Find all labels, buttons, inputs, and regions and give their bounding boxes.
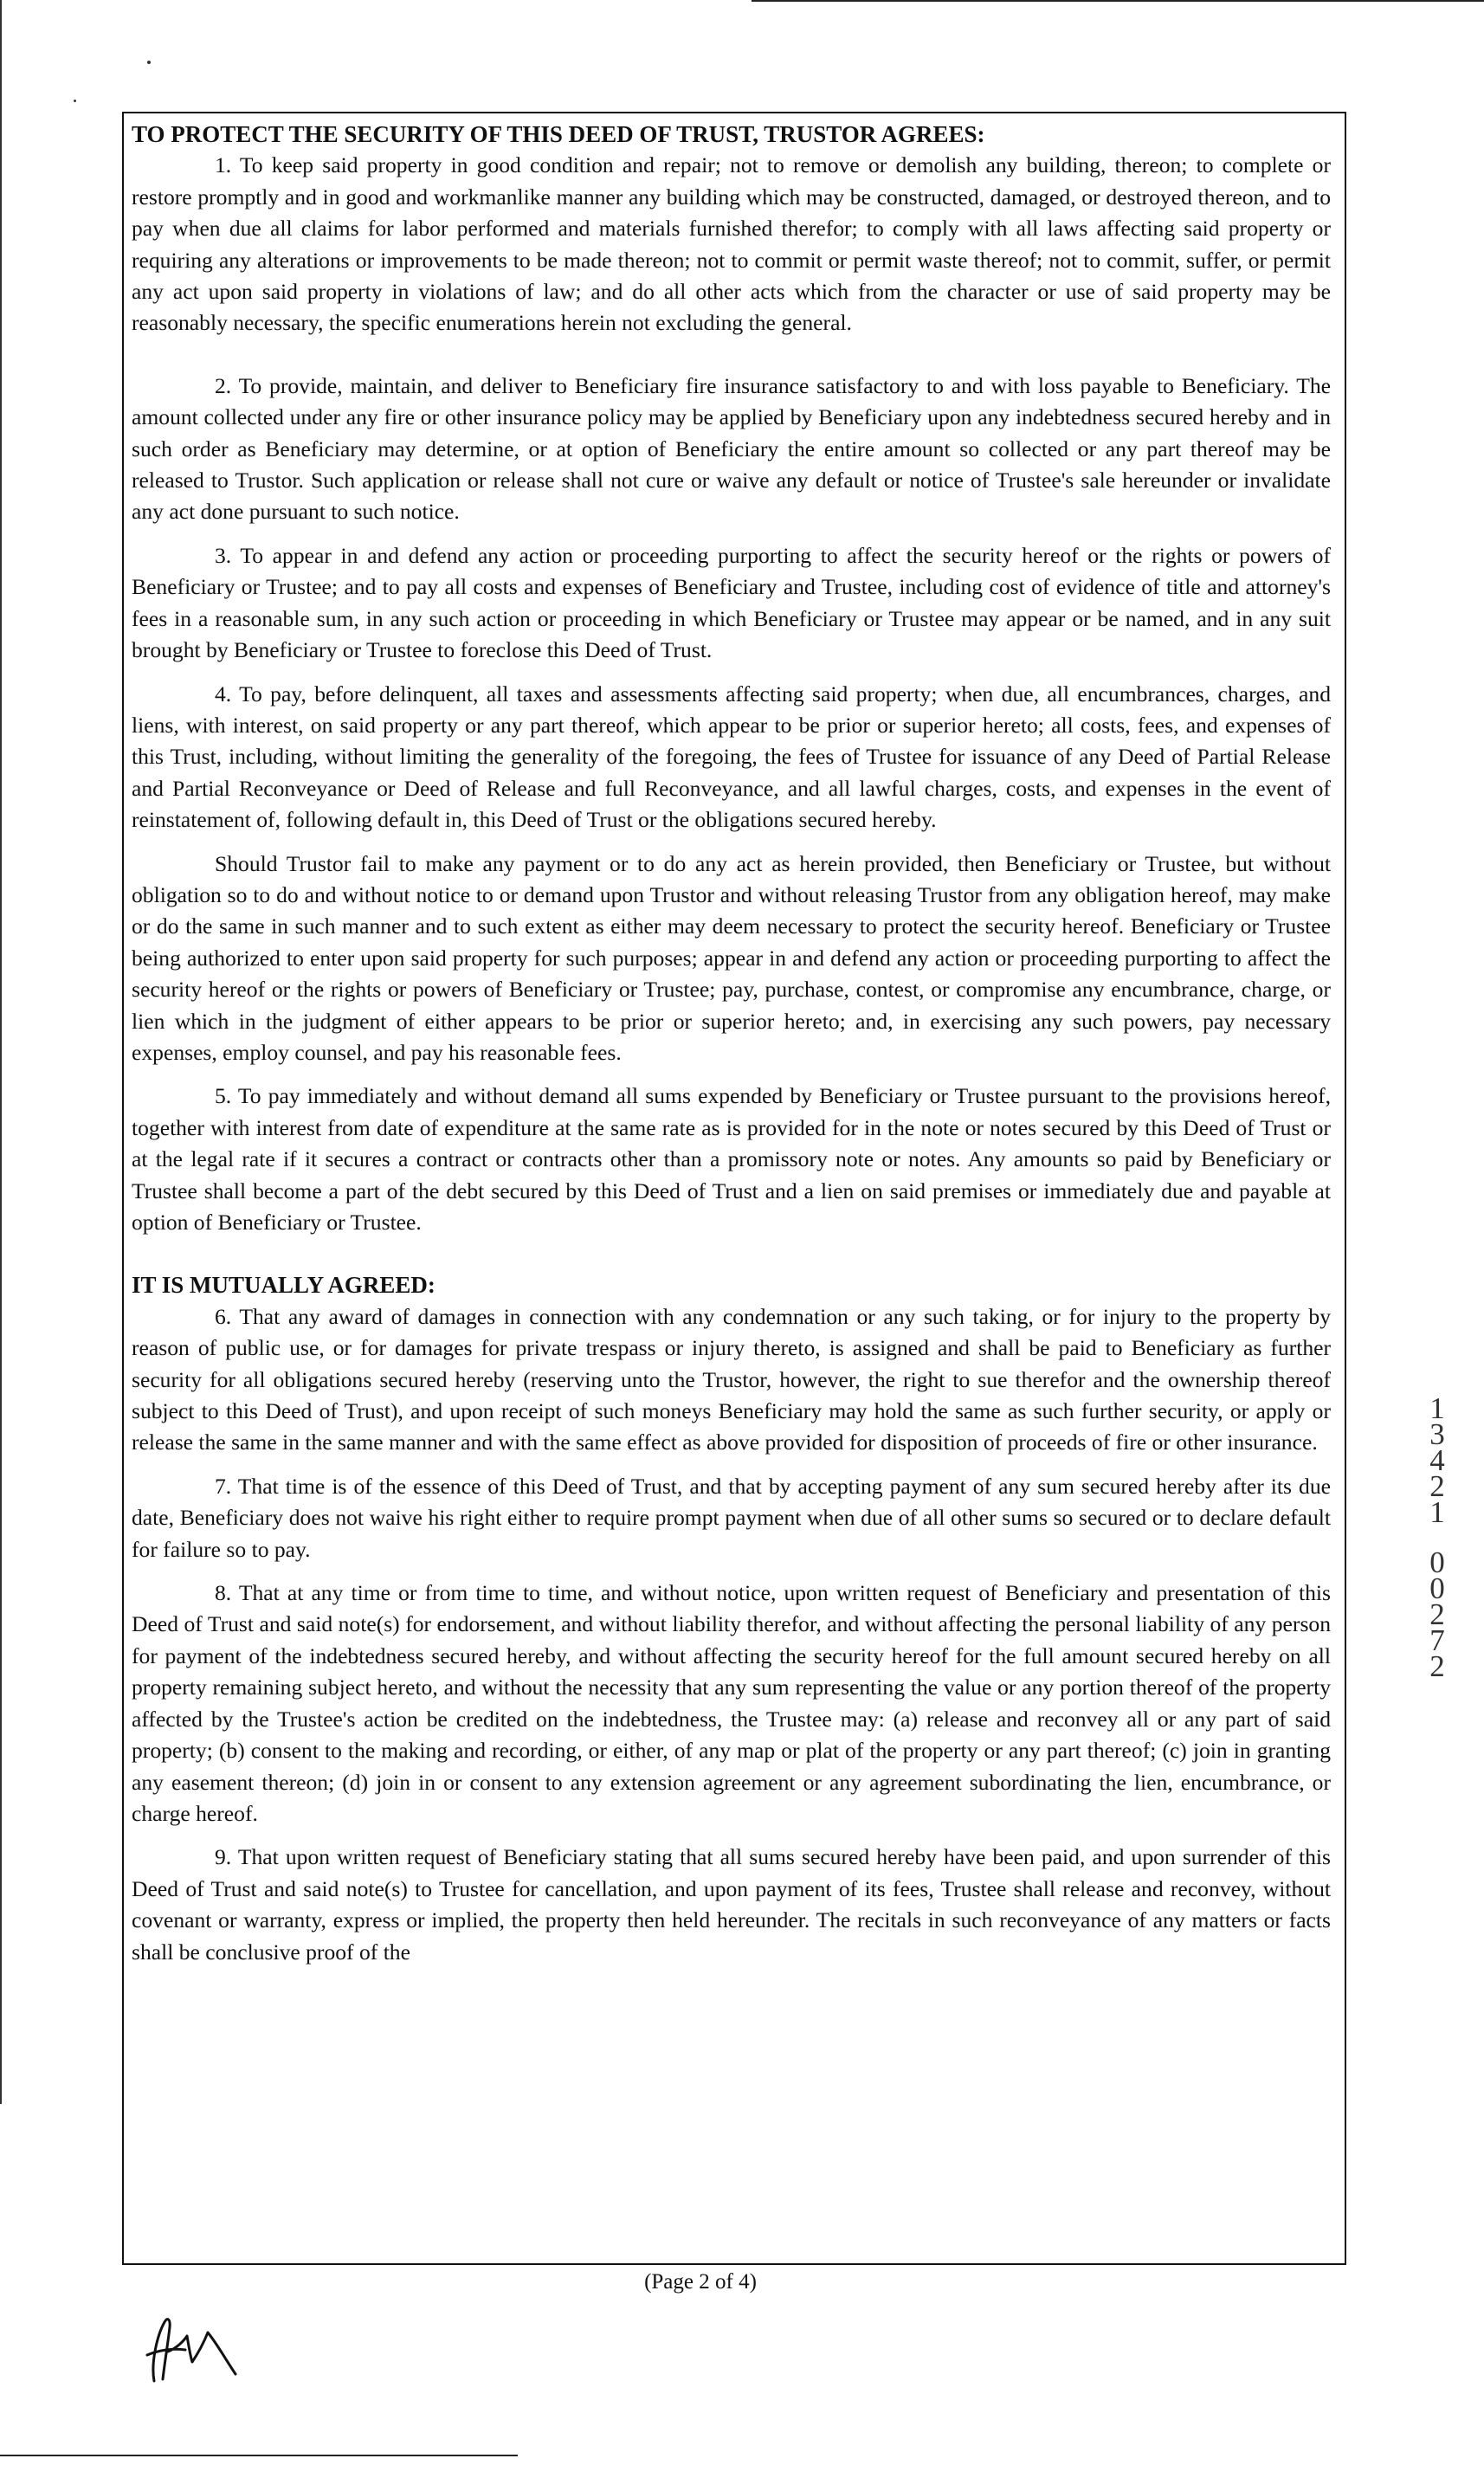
recording-digit: 0	[1429, 1545, 1445, 1579]
paragraph-8: 8. That at any time or from time to time, and without notice, upon written request of Beneficiary and presentation of this Deed of Trust and said note(s) for endorsement, and without liability therefor, and without affecting the personal liability of any person for payment of the indebtedness secured hereby, and without affecting the security hereof for the full amount secured hereby on all property remaining subject hereto, and without the necessity that any sum representing the value or any portion thereof of the property affected by the Trustee's action be credited on the indebtedness, the Trustee may: (a) release and reconvey all or any part of said property; (b) consent to the making and recording, or either, of any map or plat of the property or any part thereof; (c) join in granting any easement thereon; (d) join in or consent to any extension agreement or any agreement subordinating the lien, encumbrance, or charge hereof.	[132, 1580, 1331, 1826]
page-number-label: (Page 2 of 4)	[644, 2270, 757, 2294]
document-frame	[122, 112, 1346, 2265]
recording-number	[1420, 1391, 1455, 1683]
recording-digit: 1	[1429, 1391, 1445, 1425]
paragraph-2: 2. To provide, maintain, and deliver to Beneficiary fire insurance satisfactory to and with loss payable to Beneficiary. The amount collected under any fire or other insurance policy may be applied by Beneficiary upon any indebtedness secured hereby and in such order as Beneficiary may determine, or at option of Beneficiary the entire amount so collected or any part thereof may be released to Trustor. Such application or release shall not cure or waive any default or notice of Trustee's sale hereunder or invalidate any act done pursuant to such notice.	[132, 372, 1331, 525]
paragraph-7: 7. That time is of the essence of this Deed of Trust, and that by accepting payment of any sum secured hereby after its due date, Beneficiary does not waive his right either to require prompt payment when due of all other sums so secured or to declare default for failure so to pay.	[132, 1473, 1331, 1562]
recording-digit: 1	[1429, 1495, 1445, 1529]
document-body	[132, 119, 1331, 1968]
section-heading-protect: TO PROTECT THE SECURITY OF THIS DEED OF TRUST, TRUSTOR AGREES:	[132, 121, 985, 147]
paragraph-5: 5. To pay immediately and without demand all sums expended by Beneficiary or Trustee pursuant to the provisions hereof, together with interest from date of expenditure at the same rate as is provided for in the note or notes secured by this Deed of Trust or at the legal rate if it secures a contract or contracts other than a promissory note or notes. Any amounts so paid by Beneficiary or Trustee shall become a part of the debt secured by this Deed of Trust and a lien on said premises or immediately due and payable at option of Beneficiary or Trustee.	[132, 1083, 1331, 1235]
section-heading-mutual: IT IS MUTUALLY AGREED:	[132, 1272, 436, 1299]
scan-edge-bottom	[0, 2455, 518, 2456]
recording-digit: 2	[1429, 1597, 1445, 1631]
recording-digit: 3	[1429, 1417, 1445, 1451]
paragraph-6: 6. That any award of damages in connection with any condemnation or any such taking, or for injury to the property by reason of public use, or for damages for private trespass or injury thereto, is assigned and shall be paid to Beneficiary as further security for all obligations secured hereby (reserving unto the Trustor, however, the right to sue therefor and the ownership thereof subject to this Deed of Trust), and upon receipt of such moneys Beneficiary may hold the same as such further security, or apply or release the same in the same manner and with the same effect as above provided for disposition of proceeds of fire or other insurance.	[132, 1303, 1331, 1455]
paragraph-3: 3. To appear in and defend any action or proceeding purporting to affect the security hereof or the rights or powers of Beneficiary or Trustee; and to pay all costs and expenses of Beneficiary and Trustee, including cost of evidence of title and attorney's fees in a reasonable sum, in any such action or proceeding in which Beneficiary or Trustee may appear or be named, and in any suit brought by Beneficiary or Trustee to foreclose this Deed of Trust.	[132, 542, 1331, 663]
scan-edge-top	[752, 0, 1484, 2]
paragraph-1: 1. To keep said property in good condition and repair; not to remove or demolish any building, thereon; to complete or restore promptly and in good and workmanlike manner any building which may be constructed, damaged, or destroyed thereon, and to pay when due all claims for labor performed and materials furnished therefor; to comply with all laws affecting said property or requiring any alterations or improvements to be made thereon; not to commit or permit waste thereof; not to commit, suffer, or permit any act upon said property in violations of law; and do all other acts which from the character or use of said property may be reasonably necessary, the specific enumerations herein not excluding the general.	[132, 152, 1331, 336]
recording-digit: 2	[1429, 1469, 1445, 1503]
scan-edge-left	[0, 0, 2, 2104]
paragraph-should-trustor-fail: Should Trustor fail to make any payment or to do any act as herein provided, then Beneficiary or Trustee, but without obligation so to do and without notice to or demand upon Trustor and without releasing Trustor from any obligation hereof, may make or do the same in such manner and to such extent as either may deem necessary to protect the security hereof. Beneficiary or Trustee being authorized to enter upon said property for such purposes; appear in and defend any action or proceeding purporting to affect the security hereof or the rights or powers of Beneficiary or Trustee; pay, purchase, contest, or compromise any encumbrance, charge, or lien which in the judgment of either appears to be prior or superior hereto; and, in exercising any such powers, pay necessary expenses, employ counsel, and pay his reasonable fees.	[132, 850, 1331, 1065]
recording-digit: 7	[1429, 1623, 1445, 1657]
scan-speck	[74, 100, 76, 102]
recording-digit: 2	[1429, 1649, 1445, 1683]
paragraph-9: 9. That upon written request of Beneficiary stating that all sums secured hereby have been paid, and upon surrender of this Deed of Trust and said note(s) to Trustee for cancellation, and upon payment of its fees, Trustee shall release and reconvey, without covenant or warranty, express or implied, the property then held hereunder. The recitals in such reconveyance of any matters or facts shall be conclusive proof of the	[132, 1844, 1331, 1965]
page-footer	[0, 2270, 1484, 2294]
recording-digit: 0	[1429, 1571, 1445, 1605]
recording-digit: 4	[1429, 1443, 1445, 1477]
paragraph-4: 4. To pay, before delinquent, all taxes and assessments affecting said property; when due, all encumbrances, charges, and liens, with interest, on said property or any part thereof, which appear to be prior or superior hereto; all costs, fees, and expenses of this Trust, including, without limiting the generality of the foregoing, the fees of Trustee for issuance of any Deed of Partial Release and Partial Reconveyance or Deed of Release and full Reconveyance, and all lawful charges, costs, and expenses in the event of reinstatement of, following default in, this Deed of Trust or the obligations secured hereby.	[132, 681, 1331, 833]
handwritten-initials	[139, 2310, 286, 2388]
scan-speck	[147, 61, 151, 64]
